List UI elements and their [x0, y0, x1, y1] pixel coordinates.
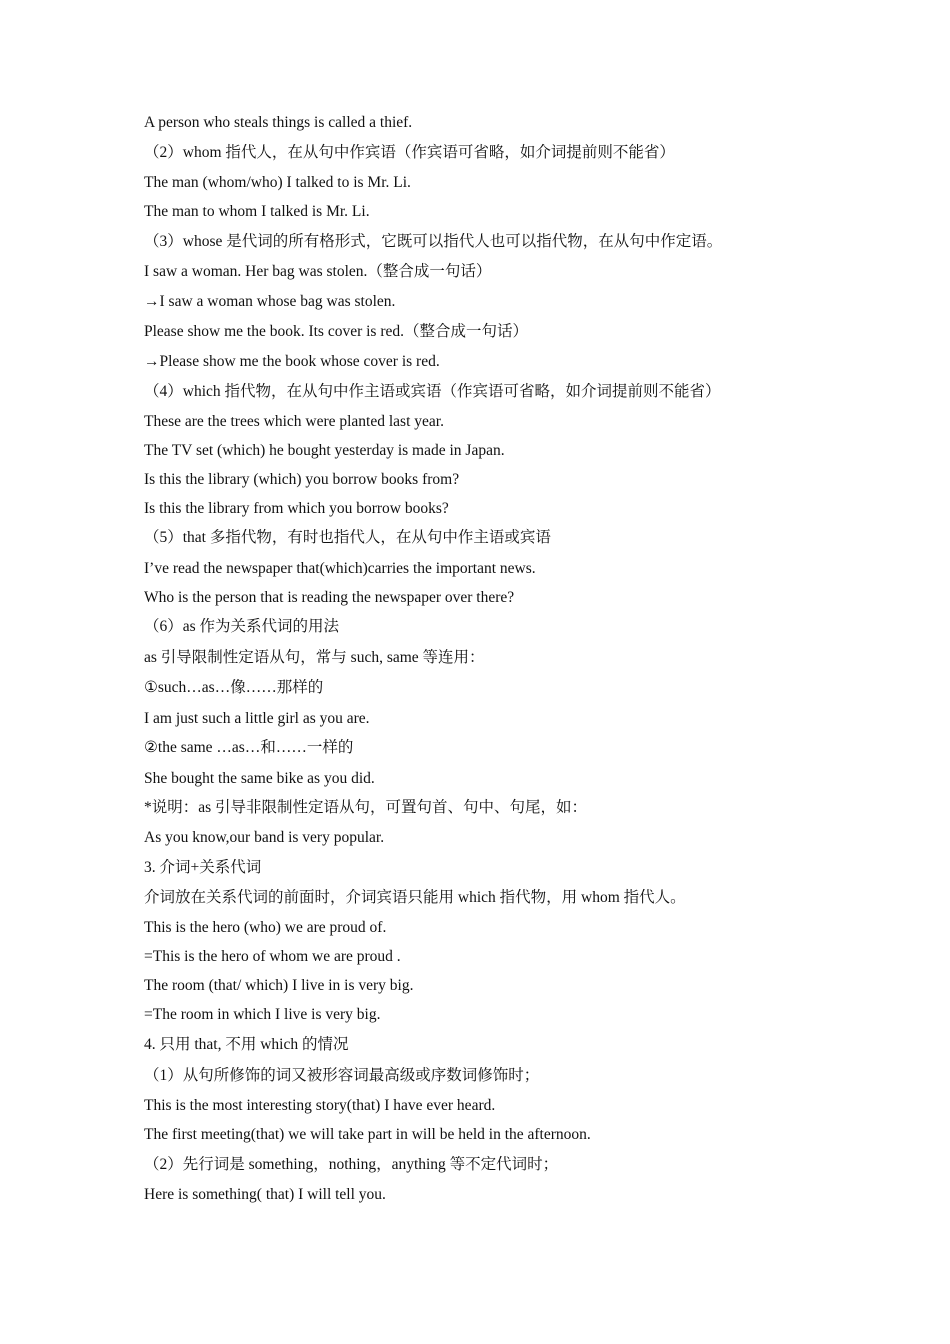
- text-line: 介词放在关系代词的前面时，介词宾语只能用 which 指代物，用 whom 指代人。: [144, 889, 686, 906]
- text-line: Who is the person that is reading the newspaper over there?: [144, 589, 515, 606]
- text-line: →I saw a woman whose bag was stolen.: [144, 293, 396, 310]
- text-line: This is the most interesting story(that) I have ever heard.: [144, 1097, 496, 1114]
- section-heading: 4. 只用 that, 不用 which 的情况: [144, 1036, 349, 1053]
- section-heading: （3）whose 是代词的所有格形式，它既可以指代人也可以指代物，在从句中作定语。: [144, 233, 723, 250]
- text-line: ②the same …as…和……一样的: [144, 739, 354, 756]
- section-heading: （2）先行词是 something，nothing，anything 等不定代词时；: [144, 1156, 559, 1173]
- text-line: Is this the library from which you borrow books?: [144, 500, 449, 517]
- text-line: The TV set (which) he bought yesterday is made in Japan.: [144, 442, 505, 459]
- text-line: I saw a woman. Her bag was stolen.（整合成一句话）: [144, 263, 492, 280]
- section-heading: （1）从句所修饰的词又被形容词最高级或序数词修饰时；: [144, 1067, 540, 1084]
- text-line: She bought the same bike as you did.: [144, 770, 375, 787]
- text-line: =This is the hero of whom we are proud .: [144, 948, 401, 965]
- text-line: The first meeting(that) we will take part in will be held in the afternoon.: [144, 1126, 591, 1143]
- text-line: →Please show me the book whose cover is red.: [144, 353, 440, 370]
- text-line: As you know,our band is very popular.: [144, 829, 385, 846]
- text-line: *说明：as 引导非限制性定语从句，可置句首、句中、句尾，如：: [144, 799, 588, 816]
- text-line: Here is something( that) I will tell you.: [144, 1186, 386, 1203]
- text-line: A person who steals things is called a thief.: [144, 114, 413, 131]
- section-heading: 3. 介词+关系代词: [144, 859, 262, 876]
- text-line: Please show me the book. Its cover is red.（整合成一句话）: [144, 323, 528, 340]
- section-heading: （5）that 多指代物，有时也指代人，在从句中作主语或宾语: [144, 529, 551, 546]
- text-line: Is this the library (which) you borrow books from?: [144, 471, 460, 488]
- text-line: This is the hero (who) we are proud of.: [144, 919, 387, 936]
- section-heading: （4）which 指代物，在从句中作主语或宾语（作宾语可省略，如介词提前则不能省）: [144, 383, 721, 400]
- text-line: I am just such a little girl as you are.: [144, 710, 370, 727]
- text-line: These are the trees which were planted last year.: [144, 413, 444, 430]
- text-line: The man (whom/who) I talked to is Mr. Li.: [144, 174, 411, 191]
- text-line: I’ve read the newspaper that(which)carries the important news.: [144, 560, 536, 577]
- text-line: The room (that/ which) I live in is very big.: [144, 977, 414, 994]
- text-line: ①such…as…像……那样的: [144, 679, 324, 696]
- section-heading: （6）as 作为关系代词的用法: [144, 618, 340, 635]
- text-line: The man to whom I talked is Mr. Li.: [144, 203, 370, 220]
- text-line: =The room in which I live is very big.: [144, 1006, 381, 1023]
- section-heading: （2）whom 指代人，在从句中作宾语（作宾语可省略，如介词提前则不能省）: [144, 144, 675, 161]
- text-line: as 引导限制性定语从句，常与 such, same 等连用：: [144, 649, 485, 666]
